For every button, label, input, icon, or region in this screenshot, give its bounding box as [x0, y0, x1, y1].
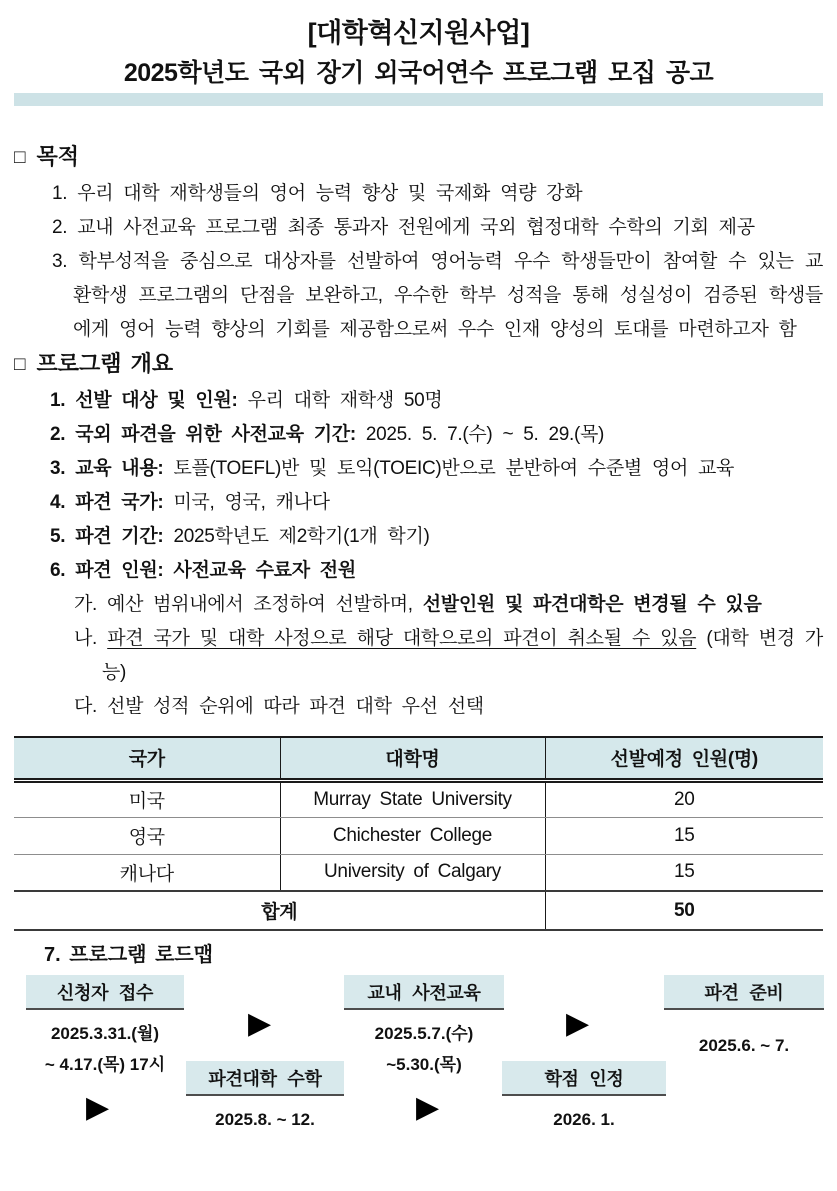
subitem-num: 다. [74, 696, 98, 717]
step-date-line: ~ 4.17.(목) 17시 [44, 1055, 166, 1074]
overview-item-4 [14, 486, 823, 520]
purpose-heading-text: 목적 [36, 144, 79, 169]
cell-count: 20 [545, 780, 823, 817]
cell-university: Murray State University [280, 780, 545, 817]
table-row [14, 780, 823, 817]
purpose-list [14, 177, 823, 347]
roadmap-heading: 7. 프로그램 로드맵 [44, 944, 214, 966]
cell-count: 15 [545, 854, 823, 891]
item-value: 2025. 5. 7.(수) ~ 5. 29.(목) [365, 424, 605, 445]
step-title: 파견대학 수학 [186, 1061, 344, 1096]
document-subtitle: 2025학년도 국외 장기 외국어연수 프로그램 모집 공고 [123, 59, 714, 87]
step-dates [553, 1104, 614, 1135]
overview-item-6 [14, 554, 823, 588]
total-label: 합계 [14, 891, 545, 930]
arrow-right-icon: ▶ [566, 1007, 590, 1040]
table-header-university: 대학명 [280, 737, 545, 780]
title-highlight-bar [14, 93, 823, 106]
cell-country: 미국 [14, 780, 280, 817]
step-title: 교내 사전교육 [344, 975, 504, 1010]
subitem-num: 나. [74, 628, 98, 649]
subitem-tail-text: (대학 변경 가능) [102, 628, 823, 683]
overview-subitem-na [14, 622, 823, 690]
cell-country: 캐나다 [14, 854, 280, 891]
cell-university: University of Calgary [280, 854, 545, 891]
overview-item-3 [14, 452, 823, 486]
roadmap-step-study-abroad [186, 1061, 344, 1135]
table-total-row [14, 891, 823, 930]
overview-list [14, 384, 823, 724]
arrow-right-icon: ▶ [416, 1091, 440, 1124]
roadmap-step-application [26, 975, 184, 1080]
overview-subitem-da [14, 690, 823, 724]
step-date-line: ~5.30.(목) [386, 1055, 462, 1074]
step-title: 학점 인정 [502, 1061, 666, 1096]
step-title: 파견 준비 [664, 975, 824, 1010]
overview-item-1 [14, 384, 823, 418]
total-value: 50 [545, 891, 823, 930]
square-bullet-icon: □ [14, 147, 26, 168]
table-row [14, 817, 823, 854]
cell-count: 15 [545, 817, 823, 854]
subitem-text: 예산 범위내에서 조정하여 선발하며, [107, 594, 413, 615]
subitem-text: 선발 성적 순위에 따라 파견 대학 우선 선택 [107, 696, 484, 717]
item-label: 5. 파견 기간: [50, 526, 164, 547]
item-value: 토플(TOEFL)반 및 토익(TOEIC)반으로 분반하여 수준별 영어 교육 [173, 458, 735, 479]
overview-item-5 [14, 520, 823, 554]
subitem-underlined-text: 파견 국가 및 대학 사정으로 해당 대학으로의 파견이 취소될 수 있음 [107, 628, 697, 649]
step-dates [375, 1018, 474, 1080]
section-heading-overview [14, 349, 823, 381]
item-value: 2025학년도 제2학기(1개 학기) [173, 526, 430, 547]
cell-university: Chichester College [280, 817, 545, 854]
section-heading-purpose [14, 142, 823, 174]
roadmap-diagram [14, 969, 823, 1145]
item-label: 3. 교육 내용: [50, 458, 164, 479]
subitem-bold-text: 선발인원 및 파견대학은 변경될 수 있음 [422, 594, 762, 615]
roadmap-step-credit-recognition [502, 1061, 666, 1135]
step-date-line: 2025.8. ~ 12. [215, 1110, 315, 1129]
purpose-item-1: 1. 우리 대학 재학생들의 영어 능력 향상 및 국제화 역량 강화 [52, 183, 583, 204]
table-header-country: 국가 [14, 737, 280, 780]
step-date-line: 2025.6. ~ 7. [698, 1036, 790, 1055]
step-title: 신청자 접수 [26, 975, 184, 1010]
document-title: [대학혁신지원사업] [307, 18, 530, 48]
arrow-right-icon: ▶ [86, 1091, 110, 1124]
step-dates [699, 1030, 789, 1061]
item-value: 미국, 영국, 캐나다 [173, 492, 330, 513]
step-dates [45, 1018, 165, 1080]
roadmap-step-pre-education [344, 975, 504, 1080]
step-date-line: 2025.3.31.(월) [50, 1024, 160, 1043]
item-label: 1. 선발 대상 및 인원: [50, 390, 238, 411]
item-label: 4. 파견 국가: [50, 492, 164, 513]
step-dates [215, 1104, 315, 1135]
table-row [14, 854, 823, 891]
university-selection-table [14, 736, 823, 931]
roadmap-step-dispatch-prep [664, 975, 824, 1061]
overview-subitem-ga [14, 588, 823, 622]
document-page [0, 17, 837, 1145]
purpose-item-2: 2. 교내 사전교육 프로그램 최종 통과자 전원에게 국외 협정대학 수학의 기회 제공 [52, 217, 755, 238]
overview-heading-text: 프로그램 개요 [36, 351, 174, 376]
step-date-line: 2026. 1. [553, 1110, 615, 1129]
overview-item-2 [14, 418, 823, 452]
table-header-row [14, 737, 823, 780]
step-date-line: 2025.5.7.(수) [374, 1024, 474, 1043]
square-bullet-icon: □ [14, 354, 26, 375]
table-header-count: 선발예정 인원(명) [545, 737, 823, 780]
item-label: 2. 국외 파견을 위한 사전교육 기간: [50, 424, 356, 445]
item-value: 우리 대학 재학생 50명 [247, 390, 443, 411]
cell-country: 영국 [14, 817, 280, 854]
arrow-right-icon: ▶ [248, 1007, 272, 1040]
purpose-item-3: 3. 학부성적을 중심으로 대상자를 선발하여 영어능력 우수 학생들만이 참여할 수 있는 교환학생 프로그램의 단점을 보완하고, 우수한 학부 성적을 통해 성실성이 검증된 학생들에게 영어 능력 향상의 기회를 제공함으로써 우수 인재 양성의 토대를 마련하고자 함 [52, 251, 823, 340]
item-label: 6. 파견 인원: 사전교육 수료자 전원 [50, 560, 356, 581]
subitem-num: 가. [74, 594, 98, 615]
